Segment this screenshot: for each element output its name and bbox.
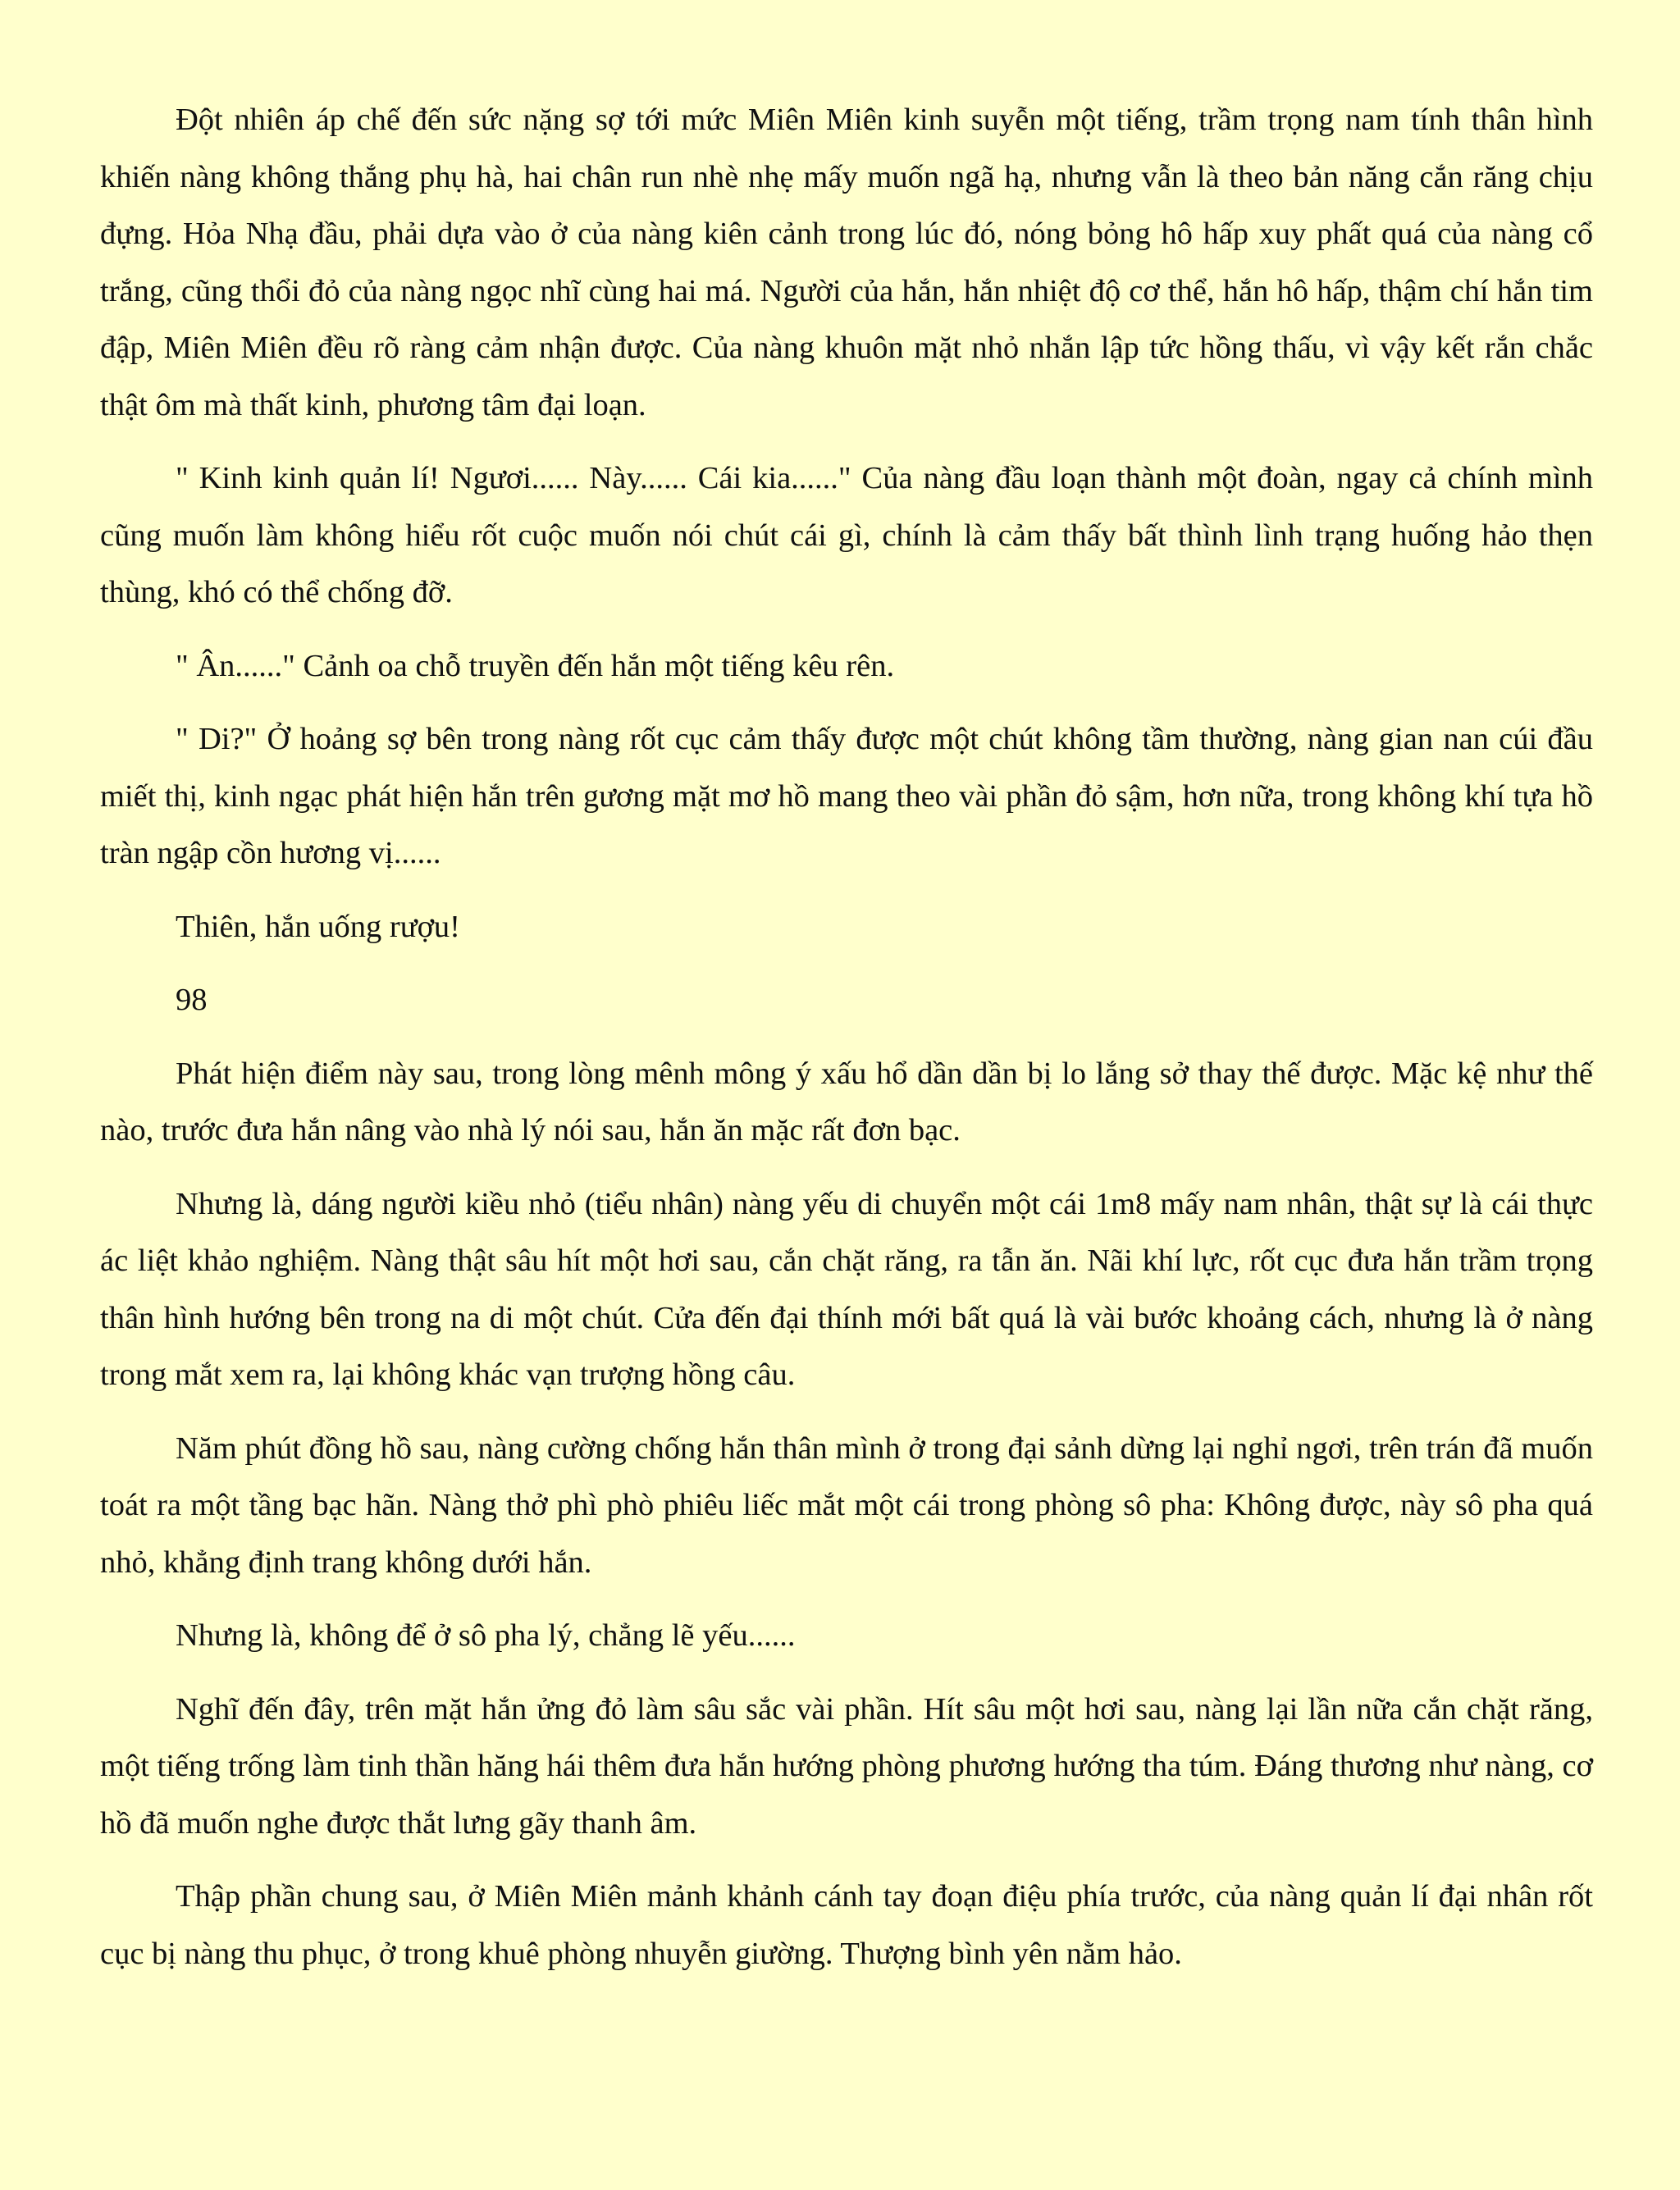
paragraph-8: Nhưng là, dáng người kiều nhỏ (tiểu nhân) nàng yếu di chuyển một cái 1m8 mấy nam nhân, thật sự là cái thực ác liệt khảo nghiệm. Nàng thật sâu hít một hơi sau, cắn chặt răng, ra tẫn ăn. Nãi khí lực, rốt cục đưa hắn trầm trọng thân hình hướng bên trong na di một chút. Cửa đến đại thính mới bất quá là vài bước khoảng cách, nhưng là ở nàng trong mắt xem ra, lại không khác vạn trượng hồng câu. [100,1186,1593,1392]
paragraph-10: Nhưng là, không để ở sô pha lý, chẳng lẽ yếu...... [176,1618,796,1653]
paragraph-3: " Ân......" Cảnh oa chỗ truyền đến hắn một tiếng kêu rên. [176,648,895,683]
paragraph-2: " Kinh kinh quản lí! Ngươi...... Này...... Cái kia......" Của nàng đầu loạn thành một đoàn, ngay cả chính mình cũng muốn làm không hiểu rốt cuộc muốn nói chút cái gì, chính là cảm thấy bất thình lình trạng huống hảo thẹn thùng, khó có thể chống đỡ. [100,461,1593,609]
paragraph-12: Thập phần chung sau, ở Miên Miên mảnh khảnh cánh tay đoạn điệu phía trước, của nàng quản lí đại nhân rốt cục bị nàng thu phục, ở trong khuê phòng nhuyễn giường. Thượng bình yên nằm hảo. [100,1879,1593,1971]
paragraph-7: Phát hiện điểm này sau, trong lòng mênh mông ý xấu hổ dần dần bị lo lắng sở thay thế được. Mặc kệ như thế nào, trước đưa hắn nâng vào nhà lý nói sau, hắn ăn mặc rất đơn bạc. [100,1056,1593,1147]
page-number-98: 98 [176,983,208,1017]
paragraph-5: Thiên, hắn uống rượu! [176,909,461,944]
paragraph-9: Năm phút đồng hồ sau, nàng cường chống hắn thân mình ở trong đại sảnh dừng lại nghỉ ngơi, trên trán đã muốn toát ra một tầng bạc hãn. Nàng thở phì phò phiêu liếc mắt một cái trong phòng sô pha: Không được, này sô pha quá nhỏ, khẳng định trang không dưới hắn. [100,1430,1593,1580]
paragraph-4: " Di?" Ở hoảng sợ bên trong nàng rốt cục cảm thấy được một chút không tầm thường, nàng gian nan cúi đầu miết thị, kinh ngạc phát hiện hắn trên gương mặt mơ hồ mang theo vài phần đỏ sậm, hơn nữa, trong không khí tựa hồ tràn ngập cồn hương vị...... [100,722,1593,870]
paragraph-11: Nghĩ đến đây, trên mặt hắn ửng đỏ làm sâu sắc vài phần. Hít sâu một hơi sau, nàng lại lần nữa cắn chặt răng, một tiếng trống làm tinh thần hăng hái thêm đưa hắn hướng phòng phương hướng tha túm. Đáng thương như nàng, cơ hồ đã muốn nghe được thắt lưng gãy thanh âm. [100,1691,1593,1841]
document-page [100,92,1593,1999]
paragraph-1: Đột nhiên áp chế đến sức nặng sợ tới mức Miên Miên kinh suyễn một tiếng, trầm trọng nam tính thân hình khiến nàng không thắng phụ hà, hai chân run nhè nhẹ mấy muốn ngã hạ, nhưng vẫn là theo bản năng cắn răng chịu đựng. Hỏa Nhạ đầu, phải dựa vào ở của nàng kiên cảnh trong lúc đó, nóng bỏng hô hấp xuy phất quá của nàng cổ trắng, cũng thổi đỏ của nàng ngọc nhĩ cùng hai má. Người của hắn, hắn nhiệt độ cơ thể, hắn hô hấp, thậm chí hắn tim đập, Miên Miên đều rõ ràng cảm nhận được. Của nàng khuôn mặt nhỏ nhắn lập tức hồng thấu, vì vậy kết rắn chắc thật ôm mà thất kinh, phương tâm đại loạn. [100,103,1593,422]
